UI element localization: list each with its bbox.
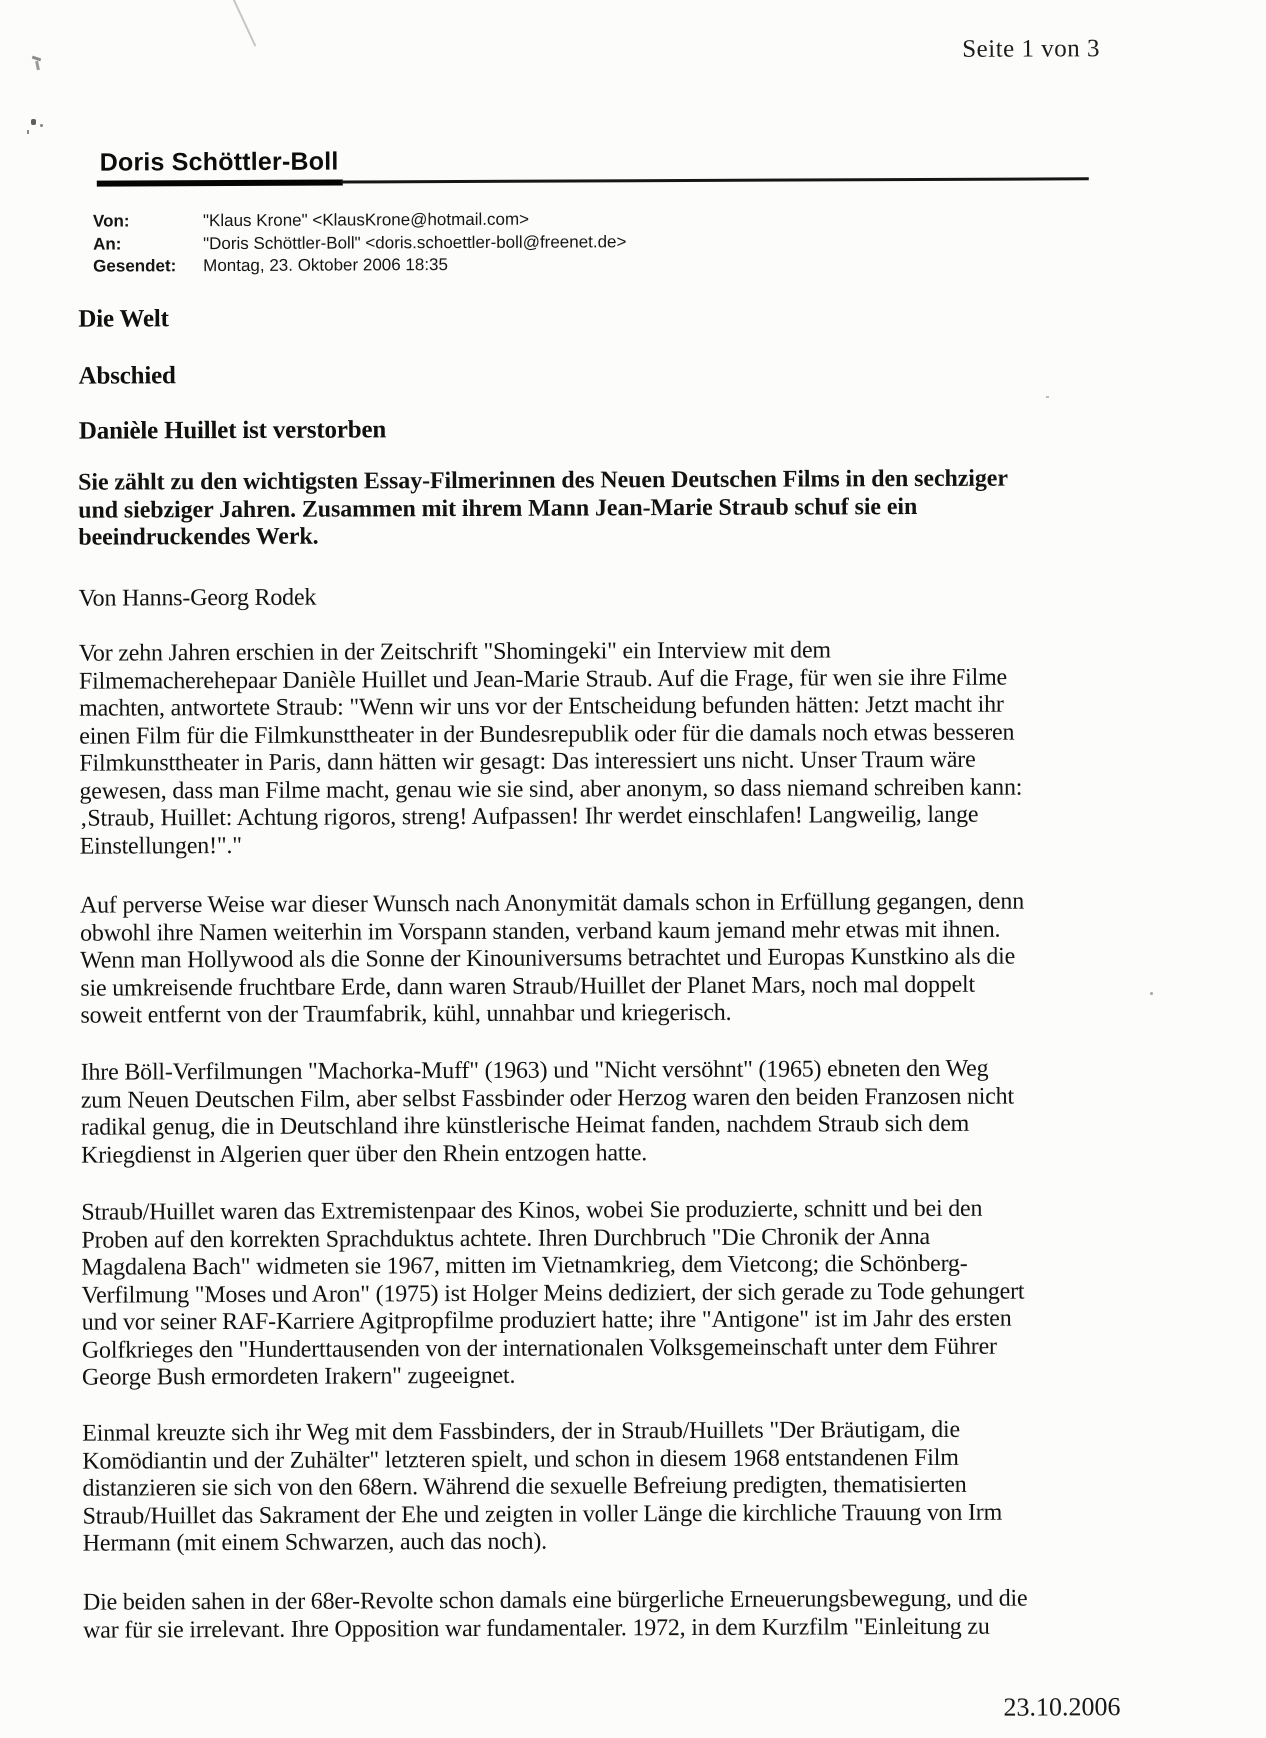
text-line: Wenn man Hollywood als die Sonne der Kinouniversums betrachtet und Europas Kunstkino als die — [80, 943, 1016, 974]
text-line: gewesen, dass man Filme macht, genau wie sie sind, aber anonym, so dass niemand schreiben kann: — [79, 774, 1023, 805]
text-line: obwohl ihre Namen weiterhin im Vorspann standen, verband kaum jemand mehr etwas mit ihnen. — [80, 916, 1001, 947]
text-line: Die beiden sahen in der 68er-Revolte schon damals eine bürgerliche Erneuerungsbewegung, und die — [82, 1585, 1028, 1616]
email-field-sent-label: Gesendet: — [93, 256, 177, 276]
paragraph — [79, 637, 1023, 861]
email-owner-header: Doris Schöttler-Boll — [99, 147, 339, 177]
text-line: Ihre Böll-Verfilmungen "Machorka-Muff" (1963) und "Nicht versöhnt" (1965) ebneten den Weg — [80, 1055, 989, 1086]
text-line: Einmal kreuzte sich ihr Weg mit dem Fassbinders, der in Straub/Huillets "Der Bräutigam, die — [82, 1416, 961, 1447]
text-line: beeindruckendes Werk. — [78, 523, 319, 551]
text-line: Hermann (mit einem Schwarzen, auch das noch). — [82, 1528, 547, 1557]
text-line: Auf perverse Weise war dieser Wunsch nach Anonymität damals schon in Erfüllung gegangen, denn — [79, 888, 1025, 919]
email-field-sent — [93, 253, 626, 278]
text-line: soweit entfernt von der Traumfabrik, kühl, unnahbar und kriegerisch. — [80, 999, 732, 1029]
email-field-to-label: An: — [93, 233, 122, 254]
email-field-from — [93, 208, 626, 233]
text-line: distanzieren sie sich von den 68ern. Während die sexuelle Befreiung predigten, thematisierten — [82, 1471, 967, 1502]
paragraph — [81, 1196, 1025, 1393]
text-line: Straub/Huillet waren das Extremistenpaar des Kinos, wobei Sie produzierte, schnitt und bei den — [81, 1195, 983, 1226]
text-line: Magdalena Bach" widmeten sie 1967, mitten im Vietnamkrieg, dem Vietcong; die Schönberg- — [81, 1250, 968, 1281]
email-header-fields — [93, 208, 627, 278]
text-line: ‚Straub, Huillet: Achtung rigoros, streng! Aufpassen! Ihr werdet einschlafen! Langweilig, lange — [79, 801, 979, 832]
text-line: radikal genug, die in Deutschland ihre künstlerische Heimat fanden, nachdem Straub sich dem — [80, 1110, 970, 1141]
publication-name: Die Welt — [78, 305, 169, 333]
text-line: Sie zählt zu den wichtigsten Essay-Filmerinnen des Neuen Deutschen Films in den sechziger — [78, 465, 1008, 496]
article-kicker: Abschied — [78, 362, 176, 390]
text-line: Proben auf den korrekten Sprachduktus achtete. Ihren Durchbruch "Die Chronik der Anna — [81, 1223, 930, 1254]
paragraph — [83, 1586, 1028, 1645]
text-line: und siebziger Jahren. Zusammen mit ihrem Mann Jean-Marie Straub schuf sie ein — [78, 493, 918, 524]
footer-date: 23.10.2006 — [1003, 1692, 1121, 1722]
paragraph — [81, 1056, 1015, 1170]
email-field-to-value: "Doris Schöttler-Boll" <doris.schoettler-boll@freenet.de> — [203, 231, 627, 253]
text-line: Einstellungen!"." — [79, 832, 242, 860]
text-line: Komödiantin und der Zuhälter" letzteren spielt, und schon in diesem 1968 entstandenen Film — [82, 1444, 959, 1475]
text-line: Straub/Huillet das Sakrament der Ehe und zeigten in voller Länge die kirchliche Trauung von Irm — [82, 1499, 1003, 1530]
email-field-sent-value: Montag, 23. Oktober 2006 18:35 — [203, 255, 448, 276]
article-headline: Danièle Huillet ist verstorben — [78, 416, 387, 445]
paragraph — [82, 1417, 1002, 1559]
text-line: sie umkreisende fruchtbare Erde, dann waren Straub/Huillet der Planet Mars, noch mal doppelt — [80, 971, 976, 1002]
text-line: George Bush ermordeten Irakern" zugeeignet. — [81, 1362, 516, 1391]
page-indicator: Seite 1 von 3 — [962, 35, 1101, 63]
email-field-from-value: "Klaus Krone" <KlausKrone@hotmail.com> — [202, 209, 530, 231]
article-byline: Von Hanns-Georg Rodek — [78, 584, 317, 612]
text-line: machten, antwortete Straub: "Wenn wir uns vor der Entscheidung befunden hätten: Jetzt macht ihr — [79, 691, 1004, 722]
email-field-to — [93, 231, 626, 256]
article-lead-paragraph — [78, 466, 1008, 553]
paragraph — [80, 889, 1025, 1031]
text-line: zum Neuen Deutschen Film, aber selbst Fassbinder oder Herzog waren den beiden Franzosen nicht — [80, 1083, 1014, 1114]
text-line: Verfilmung "Moses und Aron" (1975) ist Holger Meins dediziert, der sich gerade zu Tode gehungert — [81, 1278, 1025, 1309]
text-line: einen Film für die Filmkunsttheater in der Bundesrepublik oder für die damals noch etwas besseren — [79, 719, 1015, 750]
text-line: Vor zehn Jahren erschien in der Zeitschrift "Shomingeki" ein Interview mit dem — [78, 637, 831, 667]
header-rule-thin — [341, 177, 1089, 183]
text-line: Filmkunsttheater in Paris, dann hätten wir gesagt: Das interessiert uns nicht. Unser Traum wäre — [79, 746, 976, 777]
header-rule-thick — [97, 180, 343, 187]
text-line: Filmemacherehepaar Danièle Huillet und Jean-Marie Straub. Auf die Frage, für wen sie ihre Filme — [78, 664, 1008, 695]
email-field-from-label: Von: — [92, 211, 130, 231]
text-line: war für sie irrelevant. Ihre Opposition war fundamentaler. 1972, in dem Kurzfilm "Einleitung zu — [83, 1613, 990, 1644]
text-line: Golfkrieges den "Hunderttausenden von der internationalen Volksgemeinschaft unter dem Führer — [81, 1333, 997, 1364]
text-line: Kriegdienst in Algerien quer über den Rhein entzogen hatte. — [80, 1139, 648, 1169]
text-line: und vor seiner RAF-Karriere Agitpropfilme produziert hatte; ihre "Antigone" ist im Jahr des ersten — [81, 1305, 1012, 1336]
